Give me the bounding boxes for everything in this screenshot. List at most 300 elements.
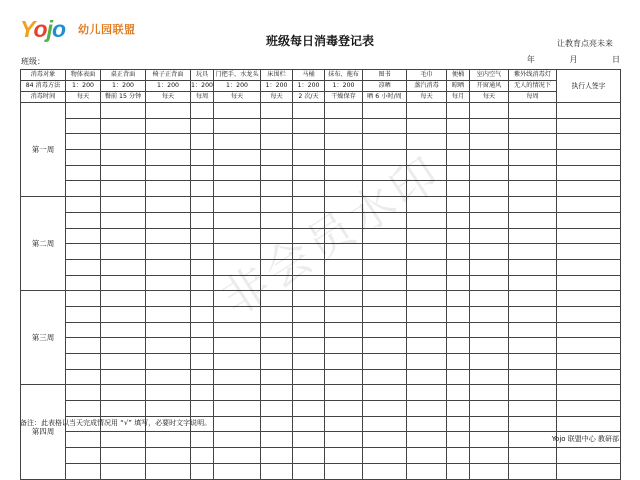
entry-cell[interactable]: [214, 306, 261, 322]
entry-cell[interactable]: [261, 401, 293, 417]
entry-cell[interactable]: [509, 369, 557, 385]
entry-cell[interactable]: [557, 448, 621, 464]
entry-cell[interactable]: [214, 448, 261, 464]
entry-cell[interactable]: [557, 463, 621, 479]
entry-cell[interactable]: [191, 432, 214, 448]
entry-cell[interactable]: [447, 448, 470, 464]
entry-cell[interactable]: [101, 385, 146, 401]
entry-cell[interactable]: [557, 181, 621, 197]
entry-cell[interactable]: [470, 181, 509, 197]
entry-cell[interactable]: [293, 244, 325, 260]
entry-cell[interactable]: [293, 291, 325, 307]
entry-cell[interactable]: [146, 322, 191, 338]
entry-cell[interactable]: [261, 306, 293, 322]
entry-cell[interactable]: [363, 432, 407, 448]
entry-cell[interactable]: [363, 369, 407, 385]
entry-cell[interactable]: [447, 291, 470, 307]
entry-cell[interactable]: [407, 338, 447, 354]
entry-cell[interactable]: [191, 291, 214, 307]
entry-cell[interactable]: [447, 181, 470, 197]
entry-cell[interactable]: [293, 385, 325, 401]
entry-cell[interactable]: [261, 338, 293, 354]
entry-cell[interactable]: [557, 416, 621, 432]
entry-cell[interactable]: [470, 103, 509, 119]
entry-cell[interactable]: [101, 134, 146, 150]
entry-cell[interactable]: [101, 212, 146, 228]
entry-cell[interactable]: [191, 150, 214, 166]
entry-cell[interactable]: [101, 322, 146, 338]
entry-cell[interactable]: [325, 118, 363, 134]
entry-cell[interactable]: [470, 385, 509, 401]
entry-cell[interactable]: [447, 134, 470, 150]
entry-cell[interactable]: [509, 165, 557, 181]
entry-cell[interactable]: [293, 401, 325, 417]
entry-cell[interactable]: [101, 291, 146, 307]
entry-cell[interactable]: [101, 463, 146, 479]
entry-cell[interactable]: [146, 432, 191, 448]
entry-cell[interactable]: [447, 103, 470, 119]
entry-cell[interactable]: [66, 150, 101, 166]
entry-cell[interactable]: [261, 275, 293, 291]
entry-cell[interactable]: [363, 103, 407, 119]
entry-cell[interactable]: [407, 401, 447, 417]
entry-cell[interactable]: [191, 212, 214, 228]
entry-cell[interactable]: [407, 291, 447, 307]
entry-cell[interactable]: [191, 228, 214, 244]
entry-cell[interactable]: [407, 306, 447, 322]
entry-cell[interactable]: [447, 416, 470, 432]
entry-cell[interactable]: [447, 275, 470, 291]
entry-cell[interactable]: [146, 259, 191, 275]
entry-cell[interactable]: [214, 291, 261, 307]
entry-cell[interactable]: [470, 259, 509, 275]
entry-cell[interactable]: [101, 259, 146, 275]
entry-cell[interactable]: [191, 369, 214, 385]
entry-cell[interactable]: [214, 103, 261, 119]
entry-cell[interactable]: [146, 275, 191, 291]
entry-cell[interactable]: [470, 118, 509, 134]
entry-cell[interactable]: [470, 322, 509, 338]
entry-cell[interactable]: [66, 134, 101, 150]
entry-cell[interactable]: [214, 322, 261, 338]
entry-cell[interactable]: [557, 322, 621, 338]
entry-cell[interactable]: [214, 118, 261, 134]
entry-cell[interactable]: [557, 338, 621, 354]
entry-cell[interactable]: [261, 259, 293, 275]
entry-cell[interactable]: [363, 306, 407, 322]
entry-cell[interactable]: [146, 181, 191, 197]
entry-cell[interactable]: [66, 165, 101, 181]
entry-cell[interactable]: [66, 244, 101, 260]
entry-cell[interactable]: [146, 134, 191, 150]
entry-cell[interactable]: [325, 306, 363, 322]
entry-cell[interactable]: [261, 150, 293, 166]
entry-cell[interactable]: [293, 354, 325, 370]
entry-cell[interactable]: [557, 291, 621, 307]
entry-cell[interactable]: [66, 448, 101, 464]
entry-cell[interactable]: [101, 103, 146, 119]
entry-cell[interactable]: [325, 197, 363, 213]
entry-cell[interactable]: [191, 134, 214, 150]
entry-cell[interactable]: [509, 228, 557, 244]
entry-cell[interactable]: [363, 448, 407, 464]
entry-cell[interactable]: [470, 212, 509, 228]
entry-cell[interactable]: [470, 369, 509, 385]
entry-cell[interactable]: [66, 181, 101, 197]
entry-cell[interactable]: [509, 244, 557, 260]
entry-cell[interactable]: [214, 259, 261, 275]
entry-cell[interactable]: [191, 338, 214, 354]
entry-cell[interactable]: [363, 150, 407, 166]
entry-cell[interactable]: [470, 134, 509, 150]
entry-cell[interactable]: [325, 448, 363, 464]
entry-cell[interactable]: [363, 385, 407, 401]
entry-cell[interactable]: [557, 197, 621, 213]
entry-cell[interactable]: [146, 103, 191, 119]
entry-cell[interactable]: [66, 259, 101, 275]
entry-cell[interactable]: [146, 212, 191, 228]
entry-cell[interactable]: [66, 228, 101, 244]
entry-cell[interactable]: [146, 401, 191, 417]
entry-cell[interactable]: [325, 416, 363, 432]
entry-cell[interactable]: [470, 401, 509, 417]
entry-cell[interactable]: [66, 322, 101, 338]
entry-cell[interactable]: [363, 165, 407, 181]
entry-cell[interactable]: [325, 401, 363, 417]
entry-cell[interactable]: [407, 134, 447, 150]
entry-cell[interactable]: [214, 228, 261, 244]
entry-cell[interactable]: [214, 275, 261, 291]
entry-cell[interactable]: [66, 103, 101, 119]
entry-cell[interactable]: [407, 150, 447, 166]
entry-cell[interactable]: [325, 244, 363, 260]
entry-cell[interactable]: [191, 244, 214, 260]
entry-cell[interactable]: [191, 118, 214, 134]
entry-cell[interactable]: [509, 432, 557, 448]
entry-cell[interactable]: [214, 401, 261, 417]
entry-cell[interactable]: [191, 354, 214, 370]
entry-cell[interactable]: [325, 150, 363, 166]
entry-cell[interactable]: [325, 322, 363, 338]
entry-cell[interactable]: [293, 259, 325, 275]
entry-cell[interactable]: [191, 259, 214, 275]
entry-cell[interactable]: [101, 369, 146, 385]
entry-cell[interactable]: [214, 165, 261, 181]
entry-cell[interactable]: [325, 212, 363, 228]
entry-cell[interactable]: [363, 228, 407, 244]
entry-cell[interactable]: [509, 322, 557, 338]
entry-cell[interactable]: [191, 103, 214, 119]
entry-cell[interactable]: [214, 385, 261, 401]
entry-cell[interactable]: [261, 118, 293, 134]
entry-cell[interactable]: [101, 306, 146, 322]
entry-cell[interactable]: [293, 369, 325, 385]
entry-cell[interactable]: [214, 181, 261, 197]
entry-cell[interactable]: [191, 385, 214, 401]
entry-cell[interactable]: [191, 165, 214, 181]
entry-cell[interactable]: [470, 432, 509, 448]
entry-cell[interactable]: [261, 212, 293, 228]
entry-cell[interactable]: [509, 134, 557, 150]
entry-cell[interactable]: [214, 150, 261, 166]
entry-cell[interactable]: [293, 306, 325, 322]
entry-cell[interactable]: [363, 322, 407, 338]
entry-cell[interactable]: [407, 432, 447, 448]
entry-cell[interactable]: [447, 354, 470, 370]
entry-cell[interactable]: [407, 165, 447, 181]
entry-cell[interactable]: [293, 103, 325, 119]
entry-cell[interactable]: [407, 354, 447, 370]
entry-cell[interactable]: [293, 228, 325, 244]
entry-cell[interactable]: [447, 322, 470, 338]
entry-cell[interactable]: [293, 212, 325, 228]
entry-cell[interactable]: [261, 244, 293, 260]
entry-cell[interactable]: [101, 150, 146, 166]
entry-cell[interactable]: [363, 416, 407, 432]
entry-cell[interactable]: [261, 181, 293, 197]
entry-cell[interactable]: [447, 338, 470, 354]
entry-cell[interactable]: [557, 134, 621, 150]
entry-cell[interactable]: [325, 369, 363, 385]
entry-cell[interactable]: [509, 401, 557, 417]
entry-cell[interactable]: [557, 354, 621, 370]
entry-cell[interactable]: [66, 338, 101, 354]
entry-cell[interactable]: [470, 354, 509, 370]
entry-cell[interactable]: [407, 463, 447, 479]
entry-cell[interactable]: [101, 118, 146, 134]
entry-cell[interactable]: [470, 448, 509, 464]
entry-cell[interactable]: [509, 212, 557, 228]
entry-cell[interactable]: [261, 228, 293, 244]
entry-cell[interactable]: [363, 244, 407, 260]
entry-cell[interactable]: [261, 432, 293, 448]
entry-cell[interactable]: [470, 275, 509, 291]
entry-cell[interactable]: [191, 448, 214, 464]
entry-cell[interactable]: [191, 322, 214, 338]
entry-cell[interactable]: [447, 306, 470, 322]
entry-cell[interactable]: [470, 150, 509, 166]
entry-cell[interactable]: [261, 354, 293, 370]
entry-cell[interactable]: [66, 212, 101, 228]
entry-cell[interactable]: [66, 385, 101, 401]
entry-cell[interactable]: [214, 416, 261, 432]
entry-cell[interactable]: [447, 244, 470, 260]
entry-cell[interactable]: [407, 259, 447, 275]
entry-cell[interactable]: [509, 259, 557, 275]
entry-cell[interactable]: [407, 275, 447, 291]
entry-cell[interactable]: [509, 416, 557, 432]
entry-cell[interactable]: [214, 338, 261, 354]
entry-cell[interactable]: [146, 244, 191, 260]
entry-cell[interactable]: [101, 448, 146, 464]
entry-cell[interactable]: [509, 306, 557, 322]
entry-cell[interactable]: [470, 463, 509, 479]
entry-cell[interactable]: [214, 463, 261, 479]
entry-cell[interactable]: [214, 432, 261, 448]
entry-cell[interactable]: [407, 369, 447, 385]
entry-cell[interactable]: [363, 338, 407, 354]
entry-cell[interactable]: [407, 103, 447, 119]
entry-cell[interactable]: [191, 463, 214, 479]
entry-cell[interactable]: [363, 118, 407, 134]
entry-cell[interactable]: [363, 291, 407, 307]
entry-cell[interactable]: [509, 354, 557, 370]
entry-cell[interactable]: [293, 416, 325, 432]
entry-cell[interactable]: [191, 197, 214, 213]
entry-cell[interactable]: [557, 212, 621, 228]
entry-cell[interactable]: [191, 181, 214, 197]
entry-cell[interactable]: [146, 385, 191, 401]
entry-cell[interactable]: [101, 197, 146, 213]
entry-cell[interactable]: [66, 291, 101, 307]
entry-cell[interactable]: [66, 432, 101, 448]
entry-cell[interactable]: [101, 165, 146, 181]
entry-cell[interactable]: [447, 212, 470, 228]
entry-cell[interactable]: [557, 228, 621, 244]
entry-cell[interactable]: [447, 165, 470, 181]
entry-cell[interactable]: [146, 463, 191, 479]
entry-cell[interactable]: [261, 134, 293, 150]
entry-cell[interactable]: [407, 118, 447, 134]
entry-cell[interactable]: [407, 212, 447, 228]
entry-cell[interactable]: [146, 354, 191, 370]
entry-cell[interactable]: [363, 134, 407, 150]
entry-cell[interactable]: [293, 432, 325, 448]
entry-cell[interactable]: [293, 118, 325, 134]
entry-cell[interactable]: [470, 416, 509, 432]
entry-cell[interactable]: [363, 259, 407, 275]
entry-cell[interactable]: [101, 244, 146, 260]
entry-cell[interactable]: [325, 432, 363, 448]
entry-cell[interactable]: [66, 354, 101, 370]
entry-cell[interactable]: [214, 212, 261, 228]
entry-cell[interactable]: [509, 463, 557, 479]
entry-cell[interactable]: [146, 228, 191, 244]
entry-cell[interactable]: [407, 197, 447, 213]
entry-cell[interactable]: [66, 369, 101, 385]
entry-cell[interactable]: [325, 134, 363, 150]
entry-cell[interactable]: [557, 244, 621, 260]
entry-cell[interactable]: [325, 181, 363, 197]
entry-cell[interactable]: [470, 165, 509, 181]
entry-cell[interactable]: [557, 118, 621, 134]
entry-cell[interactable]: [261, 385, 293, 401]
entry-cell[interactable]: [325, 338, 363, 354]
entry-cell[interactable]: [447, 369, 470, 385]
entry-cell[interactable]: [293, 463, 325, 479]
entry-cell[interactable]: [66, 463, 101, 479]
entry-cell[interactable]: [407, 244, 447, 260]
entry-cell[interactable]: [363, 354, 407, 370]
entry-cell[interactable]: [66, 275, 101, 291]
entry-cell[interactable]: [214, 197, 261, 213]
entry-cell[interactable]: [509, 181, 557, 197]
entry-cell[interactable]: [146, 306, 191, 322]
entry-cell[interactable]: [509, 103, 557, 119]
entry-cell[interactable]: [325, 165, 363, 181]
entry-cell[interactable]: [101, 401, 146, 417]
entry-cell[interactable]: [191, 275, 214, 291]
entry-cell[interactable]: [293, 197, 325, 213]
entry-cell[interactable]: [447, 385, 470, 401]
entry-cell[interactable]: [470, 228, 509, 244]
entry-cell[interactable]: [191, 401, 214, 417]
entry-cell[interactable]: [470, 291, 509, 307]
entry-cell[interactable]: [557, 275, 621, 291]
entry-cell[interactable]: [557, 385, 621, 401]
entry-cell[interactable]: [447, 401, 470, 417]
entry-cell[interactable]: [101, 354, 146, 370]
entry-cell[interactable]: [325, 354, 363, 370]
entry-cell[interactable]: [325, 291, 363, 307]
entry-cell[interactable]: [146, 291, 191, 307]
entry-cell[interactable]: [470, 338, 509, 354]
entry-cell[interactable]: [363, 401, 407, 417]
entry-cell[interactable]: [470, 244, 509, 260]
entry-cell[interactable]: [325, 228, 363, 244]
entry-cell[interactable]: [407, 322, 447, 338]
entry-cell[interactable]: [293, 448, 325, 464]
entry-cell[interactable]: [101, 275, 146, 291]
entry-cell[interactable]: [214, 354, 261, 370]
entry-cell[interactable]: [509, 291, 557, 307]
entry-cell[interactable]: [470, 197, 509, 213]
entry-cell[interactable]: [407, 228, 447, 244]
entry-cell[interactable]: [261, 165, 293, 181]
entry-cell[interactable]: [293, 275, 325, 291]
entry-cell[interactable]: [325, 463, 363, 479]
entry-cell[interactable]: [261, 197, 293, 213]
entry-cell[interactable]: [325, 103, 363, 119]
entry-cell[interactable]: [557, 306, 621, 322]
entry-cell[interactable]: [293, 165, 325, 181]
entry-cell[interactable]: [101, 228, 146, 244]
entry-cell[interactable]: [66, 118, 101, 134]
entry-cell[interactable]: [509, 150, 557, 166]
entry-cell[interactable]: [261, 322, 293, 338]
entry-cell[interactable]: [261, 448, 293, 464]
entry-cell[interactable]: [363, 181, 407, 197]
entry-cell[interactable]: [470, 306, 509, 322]
entry-cell[interactable]: [261, 369, 293, 385]
entry-cell[interactable]: [509, 275, 557, 291]
entry-cell[interactable]: [447, 228, 470, 244]
entry-cell[interactable]: [363, 463, 407, 479]
entry-cell[interactable]: [509, 385, 557, 401]
entry-cell[interactable]: [293, 338, 325, 354]
entry-cell[interactable]: [447, 150, 470, 166]
entry-cell[interactable]: [363, 212, 407, 228]
entry-cell[interactable]: [261, 291, 293, 307]
entry-cell[interactable]: [407, 385, 447, 401]
entry-cell[interactable]: [146, 150, 191, 166]
entry-cell[interactable]: [146, 338, 191, 354]
entry-cell[interactable]: [261, 416, 293, 432]
entry-cell[interactable]: [447, 432, 470, 448]
entry-cell[interactable]: [146, 369, 191, 385]
entry-cell[interactable]: [325, 385, 363, 401]
entry-cell[interactable]: [293, 322, 325, 338]
entry-cell[interactable]: [557, 259, 621, 275]
entry-cell[interactable]: [407, 448, 447, 464]
entry-cell[interactable]: [261, 463, 293, 479]
entry-cell[interactable]: [447, 118, 470, 134]
entry-cell[interactable]: [509, 338, 557, 354]
entry-cell[interactable]: [325, 259, 363, 275]
entry-cell[interactable]: [557, 103, 621, 119]
entry-cell[interactable]: [293, 181, 325, 197]
entry-cell[interactable]: [509, 118, 557, 134]
